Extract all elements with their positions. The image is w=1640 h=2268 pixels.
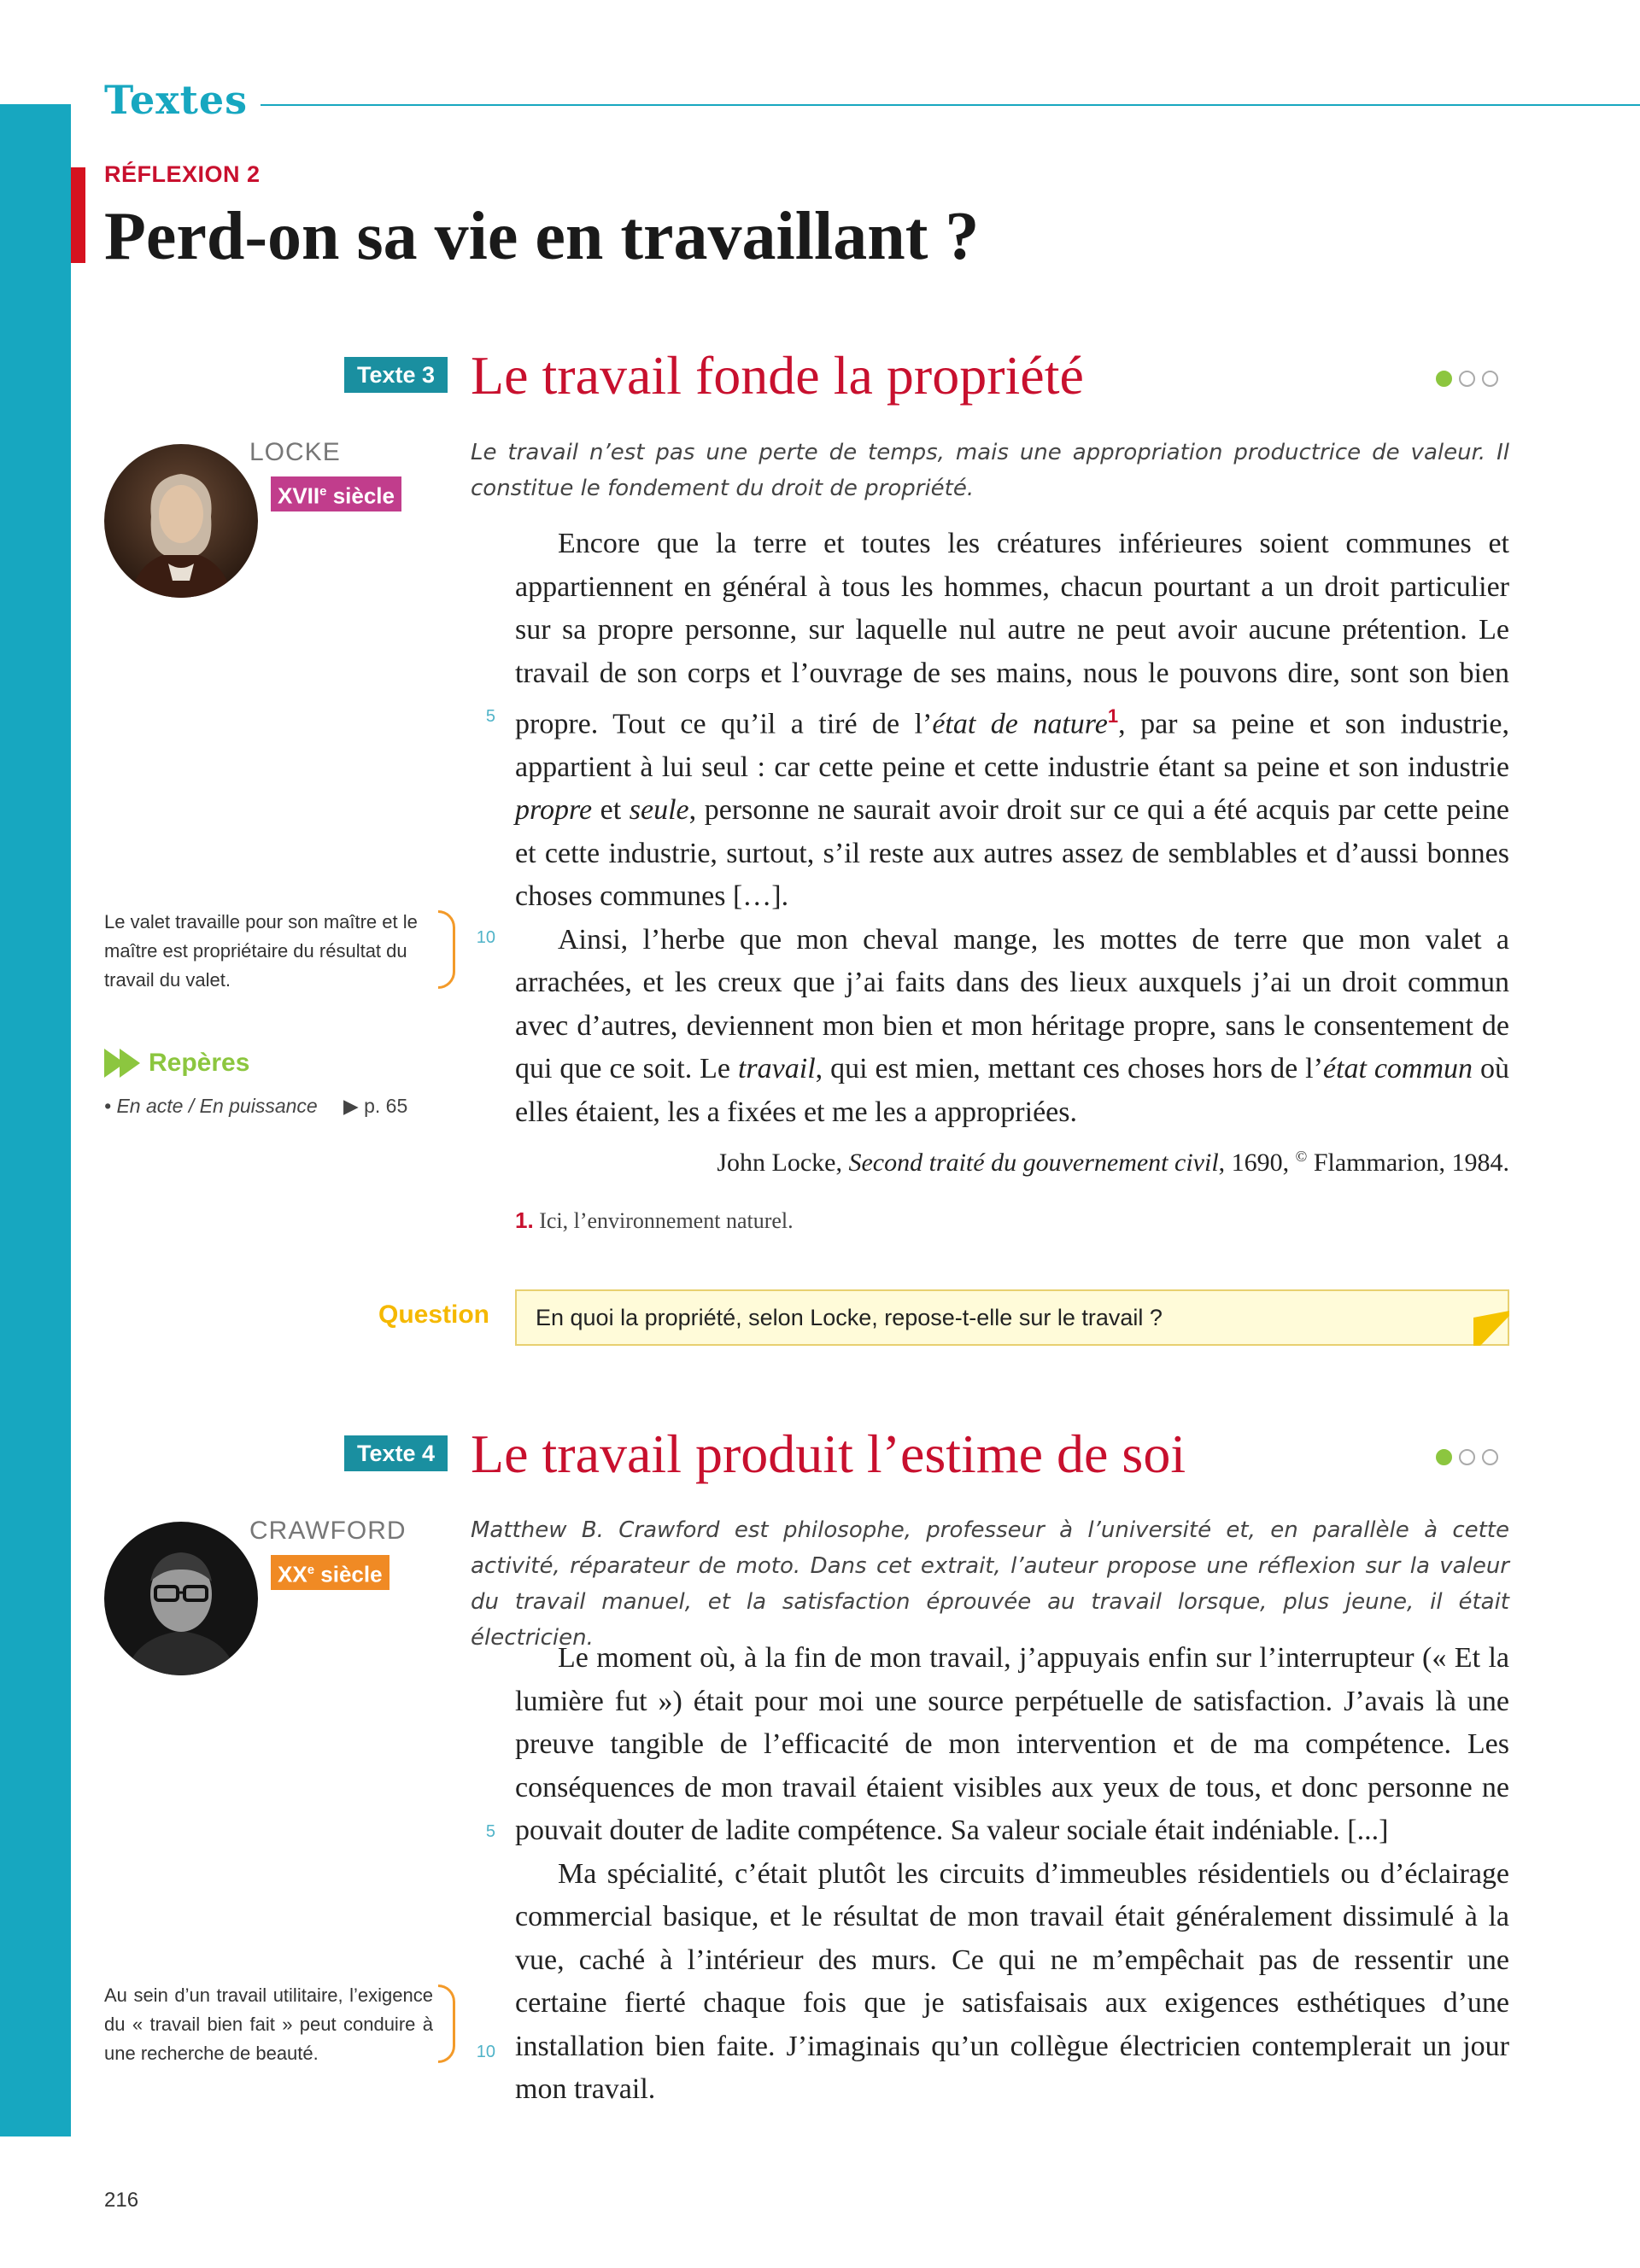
texte4-paragraph-2: Ma spécialité, c’était plutôt les circuits d’immeubles résidentiels ou d’éclairage commercial basique, et le résultat de mon travail était généralement dissimulé à la vue, caché à l’intérieur des murs. Ce qui ne m’empêchait pas de ressentir une certaine fierté chaque fois que je satisfaisais aux exigences esthétiques d’une installation bien faite. J’imaginais qu’un collègue électricien contemplerait un jour mon travail. xyxy=(515,1857,1509,2105)
source-title: Second traité du gouvernement civil xyxy=(848,1149,1219,1177)
locke-portrait xyxy=(104,444,258,598)
difficulty-dot-filled xyxy=(1436,371,1452,387)
line-number-10: 10 xyxy=(476,928,495,947)
texte3-side-note: Le valet travaille pour son maître et le maître est propriétaire du résultat du travail du valet. xyxy=(104,911,418,991)
line-number-5: 5 xyxy=(485,1822,495,1841)
text-run: Encore que la terre et toutes les créatures inférieures soient communes et appartiennent en général à tous les hommes, chacun pourtant a un droit particulier sur sa propre personne, sur laquelle nul autre ne peut avoir aucune prétention. Le travail de son corps et l’ouvrage de ses mains, nous le pouvons dire, sont son bien propre. Tout ce qu’il a tiré de l’ xyxy=(515,528,1509,740)
reperes-title xyxy=(104,1049,249,1078)
source-author: John Locke, xyxy=(717,1149,849,1177)
century-badge-locke xyxy=(271,476,401,511)
page-number: 216 xyxy=(104,2189,139,2212)
emphasis: état commun xyxy=(1322,1053,1473,1085)
question-label: Question xyxy=(378,1301,490,1329)
locke-portrait-image xyxy=(104,444,258,598)
side-note-brace xyxy=(438,1984,455,2063)
crawford-portrait-image xyxy=(104,1522,258,1675)
line-number-10: 10 xyxy=(476,2043,495,2061)
century-badge-crawford xyxy=(271,1555,390,1590)
texte4-difficulty-dots xyxy=(1436,1449,1498,1465)
text-run: , personne ne saurait avoir droit sur ce qui a été acquis par cette peine et cette industrie, surtout, s’il reste aux autres assez de semblables et d’aussi bonnes choses communes […]. xyxy=(515,794,1509,913)
reperes-arrow-icon xyxy=(104,1049,144,1078)
difficulty-dot-empty xyxy=(1482,1449,1498,1465)
text-run: et xyxy=(592,794,630,827)
source-year: , 1690, xyxy=(1218,1149,1296,1177)
author-name-crawford: CRAWFORD xyxy=(249,1517,407,1545)
question-text: En quoi la propriété, selon Locke, repose-t-elle sur le travail ? xyxy=(536,1304,1163,1330)
texte3-badge: Texte 3 xyxy=(344,357,448,393)
reperes-item: • En acte / En puissance xyxy=(104,1095,318,1117)
difficulty-dot-empty xyxy=(1459,1449,1475,1465)
header-rule xyxy=(261,104,1640,106)
texte4-side-note: Au sein d’un travail utilitaire, l’exigence du « travail bien fait » peut conduire à une recherche de beauté. xyxy=(104,1984,433,2064)
texte3-body xyxy=(515,523,1509,1134)
difficulty-dot-empty xyxy=(1459,371,1475,387)
crawford-portrait xyxy=(104,1522,258,1675)
texte3-footnote xyxy=(515,1207,794,1234)
century-word: siècle xyxy=(314,1561,383,1587)
header-title: Textes xyxy=(104,77,249,123)
texte3-paragraph-1 xyxy=(515,523,1509,919)
page-title: Perd-on sa vie en travaillant ? xyxy=(104,199,980,274)
footnote-text: Ici, l’environnement naturel. xyxy=(533,1208,794,1233)
texte4-heading: Le travail produit l’estime de soi xyxy=(471,1423,1186,1484)
reperes-title-text: Repères xyxy=(149,1049,250,1077)
emphasis: état de nature xyxy=(932,708,1108,740)
century-roman: XX xyxy=(278,1561,308,1587)
difficulty-dot-filled xyxy=(1436,1449,1452,1465)
century-word: siècle xyxy=(326,482,395,509)
question-box xyxy=(515,1289,1509,1346)
texte3-paragraph-2 xyxy=(515,919,1509,1135)
century-sup: e xyxy=(307,1563,315,1577)
emphasis: propre xyxy=(515,794,593,827)
text-run: , par sa peine et son industrie, appartient à lui seul : car cette peine et cette industrie étant sa peine et son industrie xyxy=(515,708,1509,783)
texte3-heading: Le travail fonde la propriété xyxy=(471,345,1084,406)
texte4-badge: Texte 4 xyxy=(344,1435,448,1471)
emphasis: travail xyxy=(737,1053,816,1085)
line-number-5: 5 xyxy=(485,707,495,726)
text-run: où elles étaient, les a fixées et me les a appropriées. xyxy=(515,1053,1510,1128)
sidebar-color-bar xyxy=(0,104,71,2136)
footnote-ref: 1 xyxy=(1107,705,1119,727)
footnote-number: 1. xyxy=(515,1207,534,1233)
texte3-difficulty-dots xyxy=(1436,371,1498,387)
side-note-brace xyxy=(438,910,455,989)
texte4-intro: Matthew B. Crawford est philosophe, professeur à l’université et, en parallèle à cette activité, réparateur de moto. Dans cet extrait, l’auteur propose une réflexion sur la valeur du travail manuel, et la satisfaction éprouvée au travail lorsque, plus jeune, il était électricien. xyxy=(471,1517,1509,1651)
text-run: , qui est mien, mettant ces choses hors de l’ xyxy=(815,1053,1323,1085)
author-name-locke: LOCKE xyxy=(249,438,341,466)
section-marker xyxy=(71,167,85,263)
source-publisher: Flammarion, 1984. xyxy=(1307,1149,1509,1177)
texte4-paragraph-1: Le moment où, à la fin de mon travail, j’appuyais enfin sur l’interrupteur (« Et la lumière fut ») était pour moi une source perpétuelle de satisfaction. J’avais là une preuve tangible de l’efficacité de mon intervention et de ma compétence. Les conséquences de mon travail étaient visibles aux yeux de tous, et donc personne ne pouvait douter de ladite compétence. Sa valeur sociale était indéniable. [...] xyxy=(515,1642,1509,1846)
century-roman: XVII xyxy=(278,482,320,509)
reperes-page-link[interactable]: ▶ p. 65 xyxy=(343,1095,408,1117)
text-run: Ainsi, l’herbe que mon cheval mange, les mottes de terre que mon valet a arrachées, et les creux que j’ai faits dans des lieux auxquels j’ai un droit commun avec d’autres, deviennent mon bien et mon héritage propre, sans le consentement de qui que ce soit. Le xyxy=(515,923,1509,1085)
texte3-intro: Le travail n’est pas une perte de temps, mais une appropriation productrice de valeur. Il constitue le fondement du droit de propriété. xyxy=(471,440,1509,501)
texte4-body xyxy=(515,1637,1509,2112)
century-sup: e xyxy=(319,484,327,499)
section-label: RÉFLEXION 2 xyxy=(104,161,261,187)
question-corner-icon xyxy=(1473,1311,1509,1346)
texte3-source xyxy=(515,1148,1509,1178)
difficulty-dot-empty xyxy=(1482,371,1498,387)
copyright-sign: © xyxy=(1295,1148,1308,1165)
emphasis: seule xyxy=(629,794,689,827)
